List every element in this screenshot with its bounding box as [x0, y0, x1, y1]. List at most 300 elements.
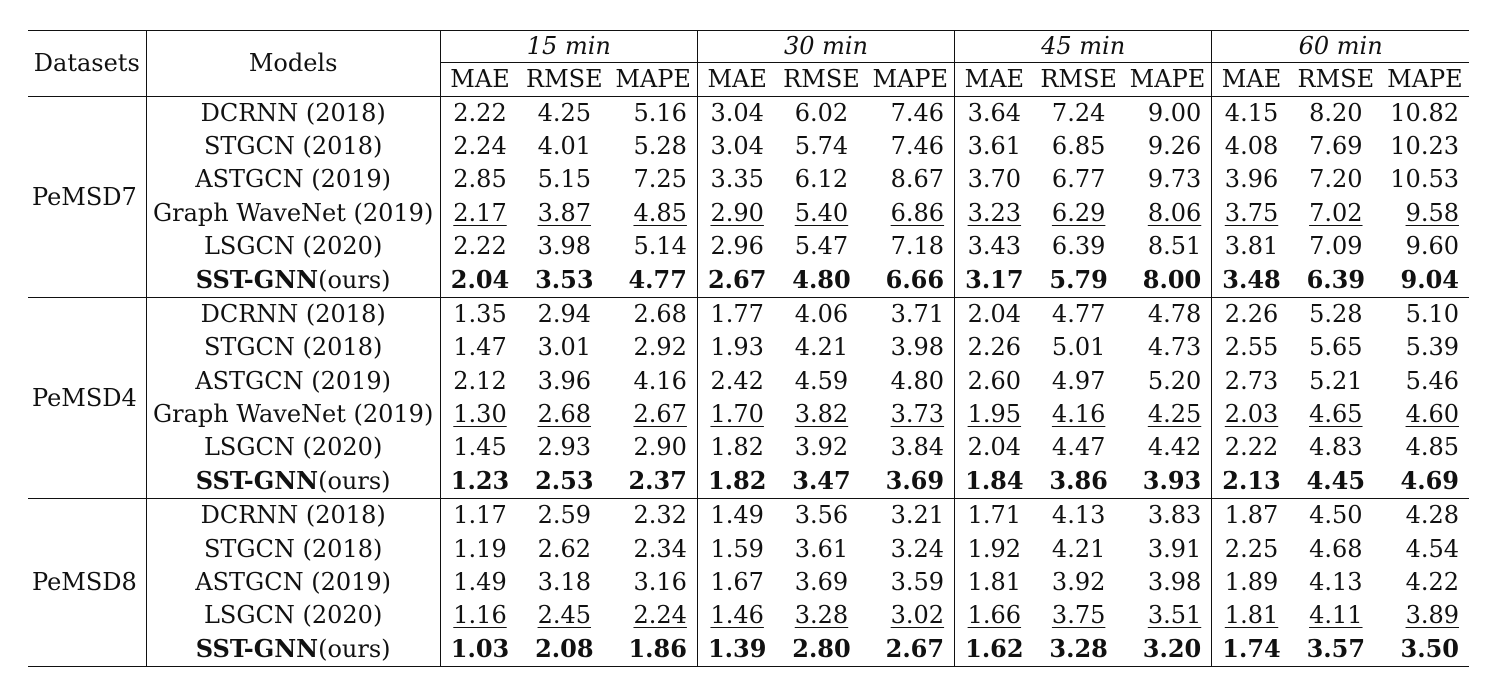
- value-cell: [955, 163, 1034, 196]
- metric-value: 4.15: [1224, 99, 1279, 127]
- value-cell: [1291, 398, 1381, 431]
- metric-value: 6.39: [1306, 265, 1366, 295]
- metric-value: 3.02: [890, 601, 945, 630]
- value-cell: [609, 499, 697, 533]
- metric-value: 3.01: [537, 333, 592, 362]
- metric-value: 3.83: [1147, 501, 1202, 530]
- value-cell: [440, 365, 519, 398]
- metric-value: 4.80: [890, 366, 945, 395]
- value-cell: [519, 298, 609, 332]
- value-cell: [609, 197, 697, 230]
- metric-value: 4.25: [1147, 399, 1202, 428]
- value-cell: [1212, 533, 1291, 566]
- value-cell: [519, 230, 609, 263]
- metric-value: 5.16: [633, 99, 687, 127]
- value-cell: [1034, 599, 1124, 632]
- value-cell: [776, 331, 866, 364]
- metric-value: 2.68: [633, 300, 687, 329]
- metric-value: 5.15: [537, 165, 592, 194]
- metric-value: 2.68: [537, 399, 592, 428]
- value-cell: [1034, 230, 1124, 263]
- value-cell: [519, 632, 609, 667]
- table-row: [28, 331, 1469, 364]
- metric-value: 5.28: [633, 132, 687, 161]
- metric-value: 2.26: [1224, 300, 1279, 329]
- metric-value: 1.86: [628, 634, 687, 664]
- metric-value: 1.81: [1224, 601, 1279, 630]
- models-header: Models: [146, 31, 440, 97]
- metric-value: 2.53: [535, 466, 594, 496]
- value-cell: [440, 331, 519, 364]
- metric-value: 5.21: [1309, 366, 1363, 395]
- metric-value: 4.85: [633, 198, 687, 227]
- metric-value: 4.60: [1405, 399, 1459, 428]
- value-cell: [1381, 599, 1469, 632]
- value-cell: [697, 464, 776, 499]
- model-cell: STGCN (2018): [146, 331, 440, 364]
- dataset-cell: PeMSD4: [28, 298, 146, 499]
- model-cell: STGCN (2018): [146, 130, 440, 163]
- value-cell: [867, 163, 955, 196]
- value-cell: [1381, 97, 1469, 131]
- metric-value: 2.55: [1224, 333, 1279, 362]
- value-cell: [1124, 431, 1212, 464]
- model-cell: LSGCN (2020): [146, 431, 440, 464]
- value-cell: [1034, 431, 1124, 464]
- metric-value: 3.56: [794, 501, 849, 530]
- value-cell: [440, 197, 519, 230]
- table-row: [28, 163, 1469, 196]
- metric-value: 3.98: [1147, 567, 1202, 596]
- metric-value: 2.22: [1224, 433, 1279, 462]
- metric-value: 3.18: [537, 567, 592, 596]
- value-cell: [609, 431, 697, 464]
- metric-value: 1.23: [450, 466, 510, 496]
- value-cell: [1291, 197, 1381, 230]
- value-cell: [1212, 464, 1291, 499]
- value-cell: [1212, 566, 1291, 599]
- value-cell: [776, 533, 866, 566]
- metric-value: 5.65: [1309, 333, 1363, 362]
- metric-value: 2.67: [633, 399, 687, 428]
- metric-value: 6.86: [890, 198, 945, 227]
- metric-value: 6.12: [794, 165, 849, 194]
- value-cell: [776, 365, 866, 398]
- value-cell: [440, 130, 519, 163]
- value-cell: [1381, 632, 1469, 667]
- value-cell: [955, 230, 1034, 263]
- metric-value: 2.42: [710, 366, 764, 395]
- value-cell: [697, 632, 776, 667]
- metric-value: 7.20: [1309, 165, 1363, 194]
- horizon-header-45: 45 min: [955, 31, 1212, 63]
- value-cell: [1291, 533, 1381, 566]
- table-row: [28, 398, 1469, 431]
- value-cell: [519, 599, 609, 632]
- metric-value: 2.34: [633, 534, 687, 563]
- metric-value: 2.85: [453, 165, 507, 194]
- metric-value: 8.00: [1142, 265, 1202, 295]
- metric-value: 3.70: [967, 165, 1022, 194]
- value-cell: [1212, 632, 1291, 667]
- metric-value: 3.73: [890, 399, 945, 428]
- metric-header-mape: MAPE: [867, 63, 955, 97]
- metric-value: 4.06: [794, 300, 849, 329]
- metric-value: 3.75: [1051, 601, 1106, 630]
- value-cell: [697, 599, 776, 632]
- table-row: [28, 632, 1469, 667]
- metric-value: 10.23: [1390, 132, 1459, 161]
- metric-value: 4.22: [1405, 567, 1459, 596]
- metric-header-rmse: RMSE: [519, 63, 609, 97]
- metric-value: 5.40: [794, 198, 849, 227]
- metric-value: 4.16: [633, 366, 687, 395]
- value-cell: [867, 197, 955, 230]
- horizon-header-15: 15 min: [440, 31, 697, 63]
- value-cell: [519, 566, 609, 599]
- value-cell: [1291, 431, 1381, 464]
- metric-value: 2.13: [1222, 466, 1281, 496]
- metric-value: 2.37: [628, 466, 687, 496]
- results-body: [28, 97, 1469, 667]
- value-cell: [1034, 533, 1124, 566]
- value-cell: [867, 331, 955, 364]
- model-cell: Graph WaveNet (2019): [146, 197, 440, 230]
- value-cell: [1034, 97, 1124, 131]
- metric-value: 3.89: [1405, 601, 1459, 630]
- value-cell: [609, 398, 697, 431]
- metric-value: 3.21: [890, 501, 945, 530]
- metric-value: 3.61: [967, 132, 1022, 161]
- metric-value: 7.46: [890, 99, 945, 127]
- metric-value: 4.25: [537, 99, 592, 127]
- value-cell: [697, 398, 776, 431]
- metric-value: 3.98: [537, 231, 592, 260]
- value-cell: [609, 298, 697, 332]
- value-cell: [440, 230, 519, 263]
- metric-header-rmse: RMSE: [776, 63, 866, 97]
- value-cell: [1034, 398, 1124, 431]
- value-cell: [955, 431, 1034, 464]
- value-cell: [609, 331, 697, 364]
- table-row: [28, 130, 1469, 163]
- value-cell: [697, 130, 776, 163]
- datasets-header: Datasets: [28, 31, 146, 97]
- metric-value: 2.24: [633, 601, 687, 630]
- value-cell: [776, 130, 866, 163]
- metric-value: 4.28: [1405, 501, 1459, 530]
- metric-value: 4.13: [1051, 501, 1106, 530]
- value-cell: [955, 599, 1034, 632]
- value-cell: [697, 533, 776, 566]
- value-cell: [776, 298, 866, 332]
- table-row: [28, 230, 1469, 263]
- value-cell: [1381, 331, 1469, 364]
- value-cell: [440, 499, 519, 533]
- metric-value: 3.84: [890, 433, 945, 462]
- metric-value: 4.65: [1309, 399, 1363, 428]
- model-name-bold: SST-GNN: [195, 466, 319, 496]
- value-cell: [1291, 130, 1381, 163]
- metric-value: 4.42: [1147, 433, 1202, 462]
- metric-value: 2.04: [967, 300, 1022, 329]
- value-cell: [697, 298, 776, 332]
- metric-value: 5.28: [1309, 300, 1363, 329]
- value-cell: [867, 365, 955, 398]
- metric-value: 2.26: [967, 333, 1022, 362]
- metric-header-rmse: RMSE: [1291, 63, 1381, 97]
- table-row: [28, 566, 1469, 599]
- header-row-horizons: [28, 31, 1469, 63]
- value-cell: [776, 599, 866, 632]
- metric-value: 4.73: [1147, 333, 1202, 362]
- model-cell: ASTGCN (2019): [146, 566, 440, 599]
- value-cell: [867, 533, 955, 566]
- model-name-suffix: (ours): [318, 266, 391, 295]
- table-row: [28, 365, 1469, 398]
- metric-value: 3.92: [1051, 567, 1106, 596]
- value-cell: [1124, 632, 1212, 667]
- value-cell: [697, 263, 776, 298]
- metric-value: 8.51: [1147, 231, 1202, 260]
- value-cell: [955, 97, 1034, 131]
- metric-value: 1.84: [965, 466, 1024, 496]
- metric-value: 1.47: [453, 333, 507, 362]
- value-cell: [1124, 533, 1212, 566]
- metric-value: 2.25: [1224, 534, 1279, 563]
- value-cell: [1212, 499, 1291, 533]
- metric-value: 9.58: [1405, 198, 1459, 227]
- value-cell: [1212, 197, 1291, 230]
- metric-value: 2.08: [535, 634, 594, 664]
- value-cell: [1034, 566, 1124, 599]
- metric-value: 1.35: [453, 300, 507, 329]
- metric-value: 8.20: [1309, 99, 1363, 127]
- metric-value: 3.71: [890, 300, 945, 329]
- metric-value: 4.59: [794, 366, 849, 395]
- value-cell: [1034, 331, 1124, 364]
- dataset-cell: PeMSD8: [28, 499, 146, 667]
- metric-value: 3.20: [1142, 634, 1202, 664]
- metric-header-rmse: RMSE: [1034, 63, 1124, 97]
- metric-value: 3.57: [1306, 634, 1366, 664]
- model-cell: STGCN (2018): [146, 533, 440, 566]
- metric-value: 3.91: [1147, 534, 1202, 563]
- model-cell: LSGCN (2020): [146, 599, 440, 632]
- metric-value: 1.95: [967, 399, 1022, 428]
- metric-value: 1.82: [707, 466, 767, 496]
- value-cell: [1291, 298, 1381, 332]
- metric-value: 5.10: [1405, 300, 1459, 329]
- metric-value: 7.46: [890, 132, 945, 161]
- metric-value: 2.12: [453, 366, 507, 395]
- metric-value: 1.92: [967, 534, 1022, 563]
- value-cell: [867, 566, 955, 599]
- metric-value: 3.51: [1147, 601, 1202, 630]
- value-cell: [776, 431, 866, 464]
- metric-value: 2.62: [537, 534, 592, 563]
- metric-value: 7.18: [890, 231, 945, 260]
- metric-value: 3.28: [1049, 634, 1108, 664]
- value-cell: [1291, 599, 1381, 632]
- value-cell: [1124, 163, 1212, 196]
- value-cell: [1124, 130, 1212, 163]
- value-cell: [697, 230, 776, 263]
- value-cell: [867, 599, 955, 632]
- value-cell: [867, 499, 955, 533]
- horizon-header-30: 30 min: [697, 31, 954, 63]
- value-cell: [1034, 365, 1124, 398]
- value-cell: [1381, 533, 1469, 566]
- value-cell: [1034, 499, 1124, 533]
- value-cell: [440, 298, 519, 332]
- value-cell: [519, 431, 609, 464]
- value-cell: [1124, 230, 1212, 263]
- metric-value: 1.81: [967, 567, 1022, 596]
- table-row: [28, 499, 1469, 533]
- value-cell: [1124, 365, 1212, 398]
- value-cell: [955, 331, 1034, 364]
- value-cell: [1212, 365, 1291, 398]
- value-cell: [697, 97, 776, 131]
- metric-value: 4.85: [1405, 433, 1459, 462]
- metric-value: 1.82: [710, 433, 764, 462]
- value-cell: [440, 464, 519, 499]
- value-cell: [1034, 263, 1124, 298]
- value-cell: [776, 163, 866, 196]
- metric-value: 3.43: [967, 231, 1022, 260]
- value-cell: [1291, 331, 1381, 364]
- value-cell: [609, 365, 697, 398]
- value-cell: [1124, 499, 1212, 533]
- value-cell: [1291, 464, 1381, 499]
- value-cell: [1381, 365, 1469, 398]
- value-cell: [1212, 130, 1291, 163]
- value-cell: [440, 263, 519, 298]
- dataset-cell: PeMSD7: [28, 97, 146, 298]
- metric-value: 2.45: [537, 601, 592, 630]
- value-cell: [776, 464, 866, 499]
- metric-value: 3.24: [890, 534, 945, 563]
- metric-value: 1.59: [710, 534, 764, 563]
- metric-header-mape: MAPE: [1381, 63, 1469, 97]
- value-cell: [609, 632, 697, 667]
- metric-value: 5.01: [1051, 333, 1106, 362]
- metric-value: 2.96: [710, 231, 764, 260]
- metric-value: 7.09: [1309, 231, 1363, 260]
- metric-value: 1.67: [710, 567, 764, 596]
- value-cell: [609, 130, 697, 163]
- metric-value: 2.67: [707, 265, 767, 295]
- value-cell: [955, 130, 1034, 163]
- metric-value: 9.00: [1147, 99, 1202, 127]
- value-cell: [1381, 163, 1469, 196]
- value-cell: [1291, 365, 1381, 398]
- metric-value: 3.23: [967, 198, 1022, 227]
- value-cell: [697, 566, 776, 599]
- metric-value: 1.62: [965, 634, 1024, 664]
- model-name-bold: SST-GNN: [195, 265, 319, 295]
- value-cell: [776, 632, 866, 667]
- metric-value: 2.22: [453, 99, 507, 127]
- model-name-suffix: (ours): [318, 635, 391, 664]
- value-cell: [609, 163, 697, 196]
- value-cell: [1291, 632, 1381, 667]
- value-cell: [776, 398, 866, 431]
- table-row: [28, 431, 1469, 464]
- value-cell: [1212, 230, 1291, 263]
- model-cell: Graph WaveNet (2019): [146, 398, 440, 431]
- metric-value: 7.25: [633, 165, 687, 194]
- value-cell: [697, 197, 776, 230]
- model-cell: [146, 632, 440, 667]
- metric-value: 2.94: [537, 300, 592, 329]
- metric-value: 1.03: [450, 634, 510, 664]
- metric-value: 2.32: [633, 501, 687, 530]
- metric-value: 4.11: [1309, 601, 1363, 630]
- value-cell: [1291, 97, 1381, 131]
- value-cell: [1212, 398, 1291, 431]
- value-cell: [1381, 230, 1469, 263]
- value-cell: [519, 97, 609, 131]
- metric-value: 3.53: [535, 265, 594, 295]
- value-cell: [609, 263, 697, 298]
- metric-value: 2.04: [450, 265, 510, 295]
- table-row: [28, 599, 1469, 632]
- metric-value: 2.93: [537, 433, 592, 462]
- value-cell: [1124, 599, 1212, 632]
- value-cell: [519, 365, 609, 398]
- value-cell: [1381, 431, 1469, 464]
- metric-value: 3.87: [537, 198, 592, 227]
- value-cell: [1034, 298, 1124, 332]
- metric-value: 3.75: [1224, 198, 1279, 227]
- metric-value: 3.96: [1224, 165, 1279, 194]
- value-cell: [440, 566, 519, 599]
- metric-value: 2.04: [967, 433, 1022, 462]
- metric-value: 3.28: [794, 601, 849, 630]
- metric-value: 1.71: [967, 501, 1022, 530]
- value-cell: [519, 533, 609, 566]
- metric-value: 7.02: [1309, 198, 1363, 227]
- table-row: [28, 97, 1469, 131]
- value-cell: [867, 431, 955, 464]
- metric-value: 1.93: [710, 333, 764, 362]
- value-cell: [1124, 298, 1212, 332]
- value-cell: [440, 533, 519, 566]
- model-cell: DCRNN (2018): [146, 97, 440, 131]
- value-cell: [1034, 632, 1124, 667]
- metric-value: 8.06: [1147, 198, 1202, 227]
- value-cell: [867, 97, 955, 131]
- results-table-container: [28, 30, 1469, 667]
- metric-value: 3.82: [794, 399, 849, 428]
- value-cell: [519, 398, 609, 431]
- value-cell: [776, 97, 866, 131]
- metric-value: 10.82: [1390, 99, 1459, 127]
- value-cell: [1381, 499, 1469, 533]
- value-cell: [609, 566, 697, 599]
- value-cell: [1124, 97, 1212, 131]
- value-cell: [955, 533, 1034, 566]
- metric-header-mae: MAE: [697, 63, 776, 97]
- metric-value: 2.17: [453, 198, 507, 227]
- value-cell: [1034, 130, 1124, 163]
- model-name-bold: SST-GNN: [195, 634, 319, 664]
- value-cell: [955, 632, 1034, 667]
- metric-value: 6.39: [1051, 231, 1106, 260]
- metric-value: 4.80: [792, 265, 851, 295]
